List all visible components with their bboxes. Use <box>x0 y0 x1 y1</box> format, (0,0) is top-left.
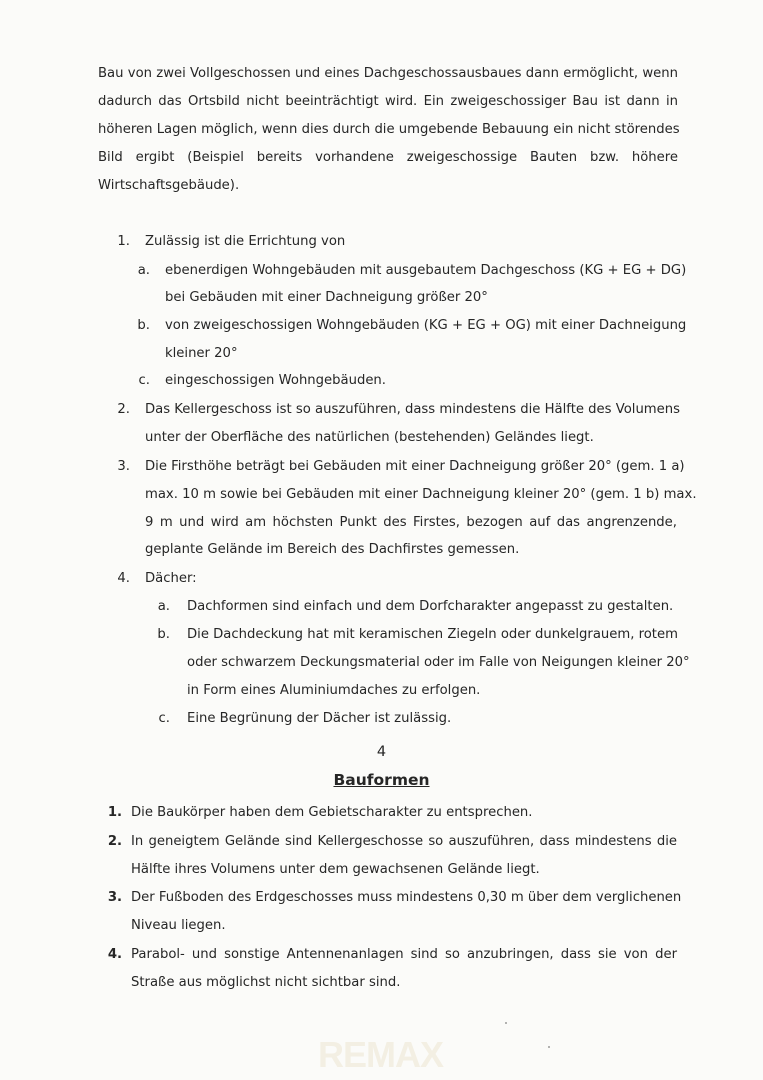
list-subitem-text: in Form eines Aluminiumdaches zu erfolgen. <box>187 683 481 698</box>
list-item-text: Hälfte ihres Volumens unter dem gewachsenen Gelände liegt. <box>131 862 540 877</box>
list-subitem-letter: b. <box>157 627 170 642</box>
section-number: 4 <box>376 744 387 760</box>
list-item-number: 3. <box>117 459 130 474</box>
list-subitem-text: bei Gebäuden mit einer Dachneigung größer 20° <box>165 290 488 305</box>
list-item-number: 2. <box>107 834 122 849</box>
list-item-text: Niveau liegen. <box>131 918 226 933</box>
list-item-text: In geneigtem Gelände sind Kellergeschosse so auszuführen, dass mindestens die <box>131 834 677 849</box>
list-subitem-text: Dachformen sind einfach und dem Dorfcharakter angepasst zu gestalten. <box>187 599 674 614</box>
list-subitem-letter: b. <box>137 318 150 333</box>
scan-speck <box>505 1022 507 1024</box>
list-item-text: Straße aus möglichst nicht sichtbar sind. <box>131 975 401 990</box>
intro-line: Wirtschaftsgebäude). <box>98 178 240 193</box>
list-subitem-text: eingeschossigen Wohngebäuden. <box>165 373 386 388</box>
intro-line: höheren Lagen möglich, wenn dies durch die umgebende Bebauung ein nicht störendes <box>98 122 680 137</box>
section-title: Bauformen <box>333 771 430 789</box>
list-item-text: unter der Oberfläche des natürlichen (bestehenden) Geländes liegt. <box>145 430 594 445</box>
intro-line: dadurch das Ortsbild nicht beeinträchtigt wird. Ein zweigeschossiger Bau ist dann in <box>98 94 678 109</box>
list-subitem-text: Eine Begrünung der Dächer ist zulässig. <box>187 711 452 726</box>
list-item-text: Das Kellergeschoss ist so auszuführen, dass mindestens die Hälfte des Volumens <box>145 402 680 417</box>
list-subitem-text: kleiner 20° <box>165 346 238 361</box>
list-subitem-letter: a. <box>137 263 150 278</box>
list-subitem-text: oder schwarzem Deckungsmaterial oder im Falle von Neigungen kleiner 20° <box>187 655 690 670</box>
list-subitem-text: von zweigeschossigen Wohngebäuden (KG + EG + OG) mit einer Dachneigung <box>165 318 687 333</box>
list-item-text: Die Firsthöhe beträgt bei Gebäuden mit einer Dachneigung größer 20° (gem. 1 a) <box>145 459 685 474</box>
list-item-text: 9 m und wird am höchsten Punkt des Firstes, bezogen auf das angrenzende, <box>145 515 677 530</box>
intro-line: Bau von zwei Vollgeschossen und eines Dachgeschossausbaues dann ermöglicht, wenn <box>98 66 678 81</box>
list-item-text: Zulässig ist die Errichtung von <box>145 234 346 249</box>
list-item-number: 3. <box>107 890 122 905</box>
list-item-text: Dächer: <box>145 571 197 586</box>
list-subitem-letter: a. <box>157 599 170 614</box>
watermark-logo: REMAX <box>318 1034 444 1075</box>
list-item-number: 4. <box>107 947 122 962</box>
intro-line: Bild ergibt (Beispiel bereits vorhandene zweigeschossige Bauten bzw. höhere <box>98 150 678 165</box>
list-item-number: 4. <box>117 571 130 586</box>
list-subitem-letter: c. <box>138 373 150 388</box>
list-item-text: Die Baukörper haben dem Gebietscharakter zu entsprechen. <box>131 805 533 820</box>
list-subitem-text: ebenerdigen Wohngebäuden mit ausgebautem Dachgeschoss (KG + EG + DG) <box>165 263 687 278</box>
list-subitem-text: Die Dachdeckung hat mit keramischen Ziegeln oder dunkelgrauem, rotem <box>187 627 678 642</box>
list-item-text: Parabol- und sonstige Antennenanlagen sind so anzubringen, dass sie von der <box>131 947 677 962</box>
list-item-text: geplante Gelände im Bereich des Dachfirstes gemessen. <box>145 542 520 557</box>
scan-speck <box>548 1046 550 1048</box>
list-item-text: Der Fußboden des Erdgeschosses muss mindestens 0,30 m über dem verglichenen <box>131 890 682 905</box>
list-item-text: max. 10 m sowie bei Gebäuden mit einer Dachneigung kleiner 20° (gem. 1 b) max. <box>145 487 697 502</box>
list-item-number: 2. <box>117 402 130 417</box>
list-item-number: 1. <box>107 805 122 820</box>
list-item-number: 1. <box>117 234 130 249</box>
list-subitem-letter: c. <box>158 711 170 726</box>
